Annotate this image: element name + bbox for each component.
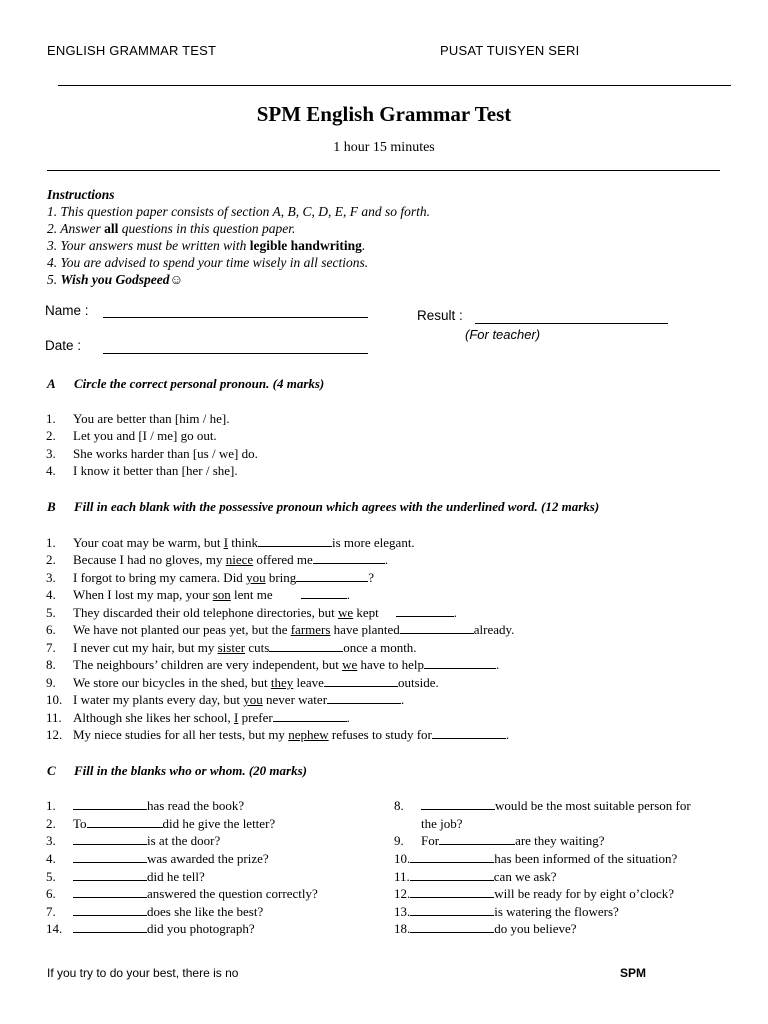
instruction-3: 3. Your answers must be written with legible handwriting. <box>47 238 366 253</box>
answer-blank[interactable] <box>324 675 398 687</box>
section-c-q12: 12. will be ready for by eight o’clock? <box>394 886 675 901</box>
answer-blank[interactable] <box>73 851 147 863</box>
answer-blank[interactable] <box>400 622 474 634</box>
section-b-title: B Fill in each blank with the possessive pronoun which agrees with the underlined word. (12 marks) <box>47 499 600 514</box>
section-c-title: C Fill in the blanks who or whom. (20 marks) <box>47 763 307 778</box>
answer-blank[interactable] <box>439 833 515 845</box>
answer-blank[interactable] <box>296 570 368 582</box>
answer-blank[interactable] <box>273 710 347 722</box>
instructions-heading: Instructions <box>47 187 115 202</box>
section-c-q3: 3. is at the door? <box>46 833 221 848</box>
section-b-q7: 7. I never cut my hair, but my sister cuts once a month. <box>46 640 417 655</box>
answer-blank[interactable] <box>87 816 163 828</box>
answer-blank[interactable] <box>301 587 347 599</box>
answer-blank[interactable] <box>424 657 496 669</box>
section-a-q4: 4. I know it better than [her / she]. <box>46 463 238 478</box>
section-c-q18: 18. do you believe? <box>394 921 577 936</box>
section-c-q4: 4. was awarded the prize? <box>46 851 269 866</box>
answer-blank[interactable] <box>410 904 494 916</box>
date-field[interactable] <box>103 352 368 354</box>
section-c-q5: 5. did he tell? <box>46 869 205 884</box>
footer-right: SPM <box>620 966 647 980</box>
header-left: ENGLISH GRAMMAR TEST <box>47 43 217 58</box>
section-b-q11: 11. Although she likes her school, I prefer . <box>46 710 350 725</box>
instruction-4: 4. You are advised to spend your time wisely in all sections. <box>47 255 369 270</box>
section-c-q10: 10. has been informed of the situation? <box>394 851 678 866</box>
result-label: Result : <box>417 308 463 323</box>
answer-blank[interactable] <box>73 904 147 916</box>
section-a-q2: 2. Let you and [I / me] go out. <box>46 428 217 443</box>
section-b-q8: 8. The neighbours’ children are very independent, but we have to help . <box>46 657 500 672</box>
page-title: SPM English Grammar Test <box>256 102 512 126</box>
answer-blank[interactable] <box>313 552 385 564</box>
instruction-5: 5. Wish you Godspeed☺ <box>47 272 184 287</box>
answer-blank[interactable] <box>269 640 343 652</box>
answer-blank[interactable] <box>73 921 147 933</box>
answer-blank[interactable] <box>410 886 494 898</box>
section-b-q9: 9. We store our bicycles in the shed, but they leave outside. <box>46 675 439 690</box>
answer-blank[interactable] <box>258 535 332 547</box>
answer-blank[interactable] <box>410 921 494 933</box>
answer-blank[interactable] <box>410 869 494 881</box>
section-c-q11: 11. can we ask? <box>394 869 557 884</box>
footer-quote: If you try to do your best, there is no <box>47 966 239 980</box>
section-a-q3: 3. She works harder than [us / we] do. <box>46 446 258 461</box>
section-a-q1: 1. You are better than [him / he]. <box>46 411 230 426</box>
answer-blank[interactable] <box>396 605 454 617</box>
section-b-q5: 5. They discarded their old telephone directories, but we kept . <box>46 605 458 620</box>
for-teacher-note: (For teacher) <box>465 327 541 342</box>
answer-blank[interactable] <box>410 851 494 863</box>
section-c-q7: 7. does she like the best? <box>46 904 264 919</box>
section-c-q1: 1. has read the book? <box>46 798 245 813</box>
name-field[interactable] <box>103 316 368 318</box>
answer-blank[interactable] <box>432 727 506 739</box>
instruction-2: 2. Answer all questions in this question paper. <box>47 221 296 236</box>
section-b-q2: 2. Because I had no gloves, my niece offered me . <box>46 552 389 567</box>
answer-blank[interactable] <box>421 798 495 810</box>
name-label: Name : <box>45 303 89 318</box>
answer-blank[interactable] <box>73 833 147 845</box>
section-a-title: A Circle the correct personal pronoun. (4 marks) <box>47 376 325 391</box>
result-field[interactable] <box>475 322 668 324</box>
section-c-q8: 8. would be the most suitable person for <box>394 798 691 813</box>
answer-blank[interactable] <box>73 886 147 898</box>
section-c-q6: 6. answered the question correctly? <box>46 886 318 901</box>
header-right: PUSAT TUISYEN SERI <box>440 43 580 58</box>
title-rule <box>47 170 720 171</box>
section-c-q2: 2. To did he give the letter? <box>46 816 276 831</box>
section-c-q9: 9. For are they waiting? <box>394 833 605 848</box>
answer-blank[interactable] <box>327 692 401 704</box>
section-b-q3: 3. I forgot to bring my camera. Did you bring ? <box>46 570 375 585</box>
header-rule <box>58 85 731 86</box>
section-b-q4: 4. When I lost my map, your son lent me . <box>46 587 350 602</box>
duration: 1 hour 15 minutes <box>333 140 435 155</box>
section-b-q6: 6. We have not planted our peas yet, but the farmers have planted already. <box>46 622 515 637</box>
section-b-q1: 1. Your coat may be warm, but I think is more elegant. <box>46 535 415 550</box>
section-b-q12: 12. My niece studies for all her tests, but my nephew refuses to study for . <box>46 727 510 742</box>
instruction-1: 1. This question paper consists of section A, B, C, D, E, F and so forth. <box>47 204 431 219</box>
date-label: Date : <box>45 338 82 353</box>
section-c-q8-cont: the job? <box>421 816 463 831</box>
section-b-q10: 10. I water my plants every day, but you never water . <box>46 692 405 707</box>
section-c-q14: 14. did you photograph? <box>46 921 255 936</box>
answer-blank[interactable] <box>73 869 147 881</box>
answer-blank[interactable] <box>73 798 147 810</box>
section-c-q13: 13. is watering the flowers? <box>394 904 619 919</box>
